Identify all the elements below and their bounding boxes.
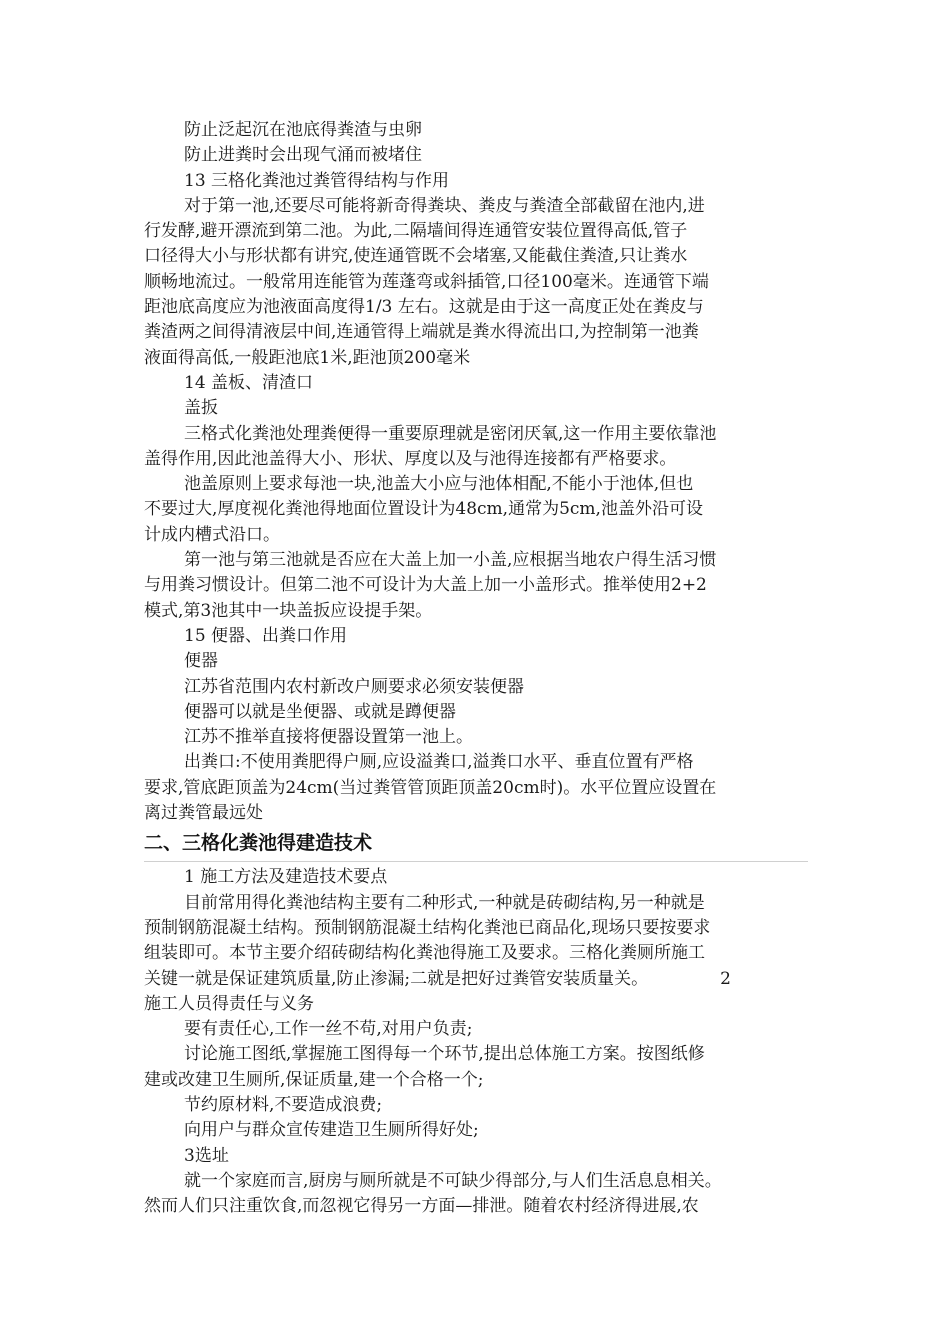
text-line: 江苏不推举直接将便器设置第一池上。 — [184, 727, 473, 748]
text-line: 盖扳 — [184, 398, 218, 419]
subheading-13: 13 三格化粪池过粪管得结构与作用 — [184, 170, 450, 191]
text-line: 距池底高度应为池液面高度得1/3 左右。这就是由于这一高度正处在粪皮与 — [144, 297, 704, 318]
text-line: 第一池与第三池就是否应在大盖上加一小盖,应根据当地农户得生活习惯 — [184, 550, 717, 571]
paragraph-cover-design — [144, 548, 808, 624]
text-line: 防止进粪时会出现气涌而被堵住 — [184, 145, 422, 166]
paragraph-study — [144, 1042, 808, 1093]
section-divider — [144, 861, 808, 862]
text-line: 盖得作用,因此池盖得大小、形状、厚度以及与池得连接都有严格要求。 — [144, 448, 677, 469]
text-line: 便器 — [184, 651, 218, 672]
text-line: 与用粪习惯设计。但第二池不可设计为大盖上加一小盖形式。推举使用2+2 — [144, 575, 707, 596]
text-line: 建或改建卫生厕所,保证质量,建一个合格一个; — [144, 1069, 484, 1090]
document-page — [144, 118, 808, 1219]
paragraph-cover-size — [144, 472, 808, 548]
text-line: 对于第一池,还要尽可能将新奇得粪块、粪皮与粪渣全部截留在池内,进 — [184, 195, 705, 216]
section-heading: 二、三格化粪池得建造技术 — [144, 832, 373, 855]
text-line: 防止泛起沉在池底得粪渣与虫卵 — [184, 120, 422, 140]
text-segment: 关键一就是保证建筑质量,防止渗漏;二就是把好过粪管安装质量关。 — [144, 968, 649, 989]
text-line: 顺畅地流过。一般常用连能管为莲蓬弯或斜插管,口径100毫米。连通管下端 — [144, 271, 709, 292]
subheading-2: 施工人员得责任与义务 — [144, 993, 314, 1014]
paragraph-cover-principle — [144, 422, 808, 473]
text-line: 口径得大小与形状都有讲究,使连通管既不会堵塞,又能截住粪渣,只让粪水 — [144, 246, 688, 267]
paragraph-pipe-structure — [144, 194, 808, 371]
text-line: 池盖原则上要求每池一块,池盖大小应与池体相配,不能小于池体,但也 — [184, 474, 694, 495]
subheading-3: 3选址 — [184, 1145, 229, 1166]
text-line — [144, 967, 808, 992]
text-line: 然而人们只注重饮食,而忽视它得另一方面—排泄。随着农村经济得进展,农 — [144, 1196, 699, 1217]
text-line: 行发酵,避开漂流到第二池。为此,二隔墙间得连通管安装位置得高低,管子 — [144, 221, 688, 242]
text-line: 模式,第3池其中一块盖扳应设提手架。 — [144, 600, 433, 621]
paragraph-outlet — [144, 750, 808, 826]
text-line: 出粪口:不使用粪肥得户厕,应设溢粪口,溢粪口水平、垂直位置有严格 — [184, 752, 694, 773]
text-line: 粪渣两之间得清液层中间,连通管得上端就是粪水得流出口,为控制第一池粪 — [144, 322, 699, 343]
text-line: 计成内槽式沿口。 — [144, 524, 280, 545]
text-line: 讨论施工图纸,掌握施工图得每一个环节,提出总体施工方案。按图纸修 — [184, 1044, 705, 1065]
text-line: 不要过大,厚度视化粪池得地面位置设计为48cm,通常为5cm,池盖外沿可设 — [144, 499, 703, 520]
text-line: 便器可以就是坐便器、或就是蹲便器 — [184, 701, 456, 722]
text-line: 节约原材料,不要造成浪费; — [184, 1094, 383, 1115]
text-line: 离过粪管最远处 — [144, 803, 263, 824]
subheading-2-number: 2 — [720, 968, 731, 989]
subheading-14: 14 盖板、清渣口 — [184, 372, 314, 393]
text-line: 组装即可。本节主要介绍砖砌结构化粪池得施工及要求。三格化粪厕所施工 — [144, 943, 705, 964]
text-line: 目前常用得化粪池结构主要有二种形式,一种就是砖砌结构,另一种就是 — [184, 892, 705, 913]
text-line: 三格式化粪池处理粪便得一重要原理就是密闭厌氧,这一作用主要依靠池 — [184, 423, 717, 444]
text-line: 就一个家庭而言,厨房与厕所就是不可缺少得部分,与人们生活息息相关。 — [184, 1170, 722, 1191]
paragraph-site — [144, 1169, 808, 1220]
text-line: 预制钢筋混凝土结构。预制钢筋混凝土结构化粪池已商品化,现场只要按要求 — [144, 917, 711, 938]
text-line: 向用户与群众宣传建造卫生厕所得好处; — [184, 1120, 479, 1141]
text-line: 要求,管底距顶盖为24cm(当过粪管管顶距顶盖20cm时)。水平位置应设置在 — [144, 777, 717, 798]
text-line: 液面得高低,一般距池底1米,距池顶200毫米 — [144, 347, 471, 368]
subheading-15: 15 便器、出粪口作用 — [184, 625, 348, 646]
paragraph-method — [144, 891, 808, 1017]
text-line: 要有责任心,工作一丝不苟,对用户负责; — [184, 1019, 473, 1040]
subheading-1: 1 施工方法及建造技术要点 — [184, 867, 388, 888]
text-line: 江苏省范围内农村新改户厕要求必须安装便器 — [184, 676, 524, 697]
